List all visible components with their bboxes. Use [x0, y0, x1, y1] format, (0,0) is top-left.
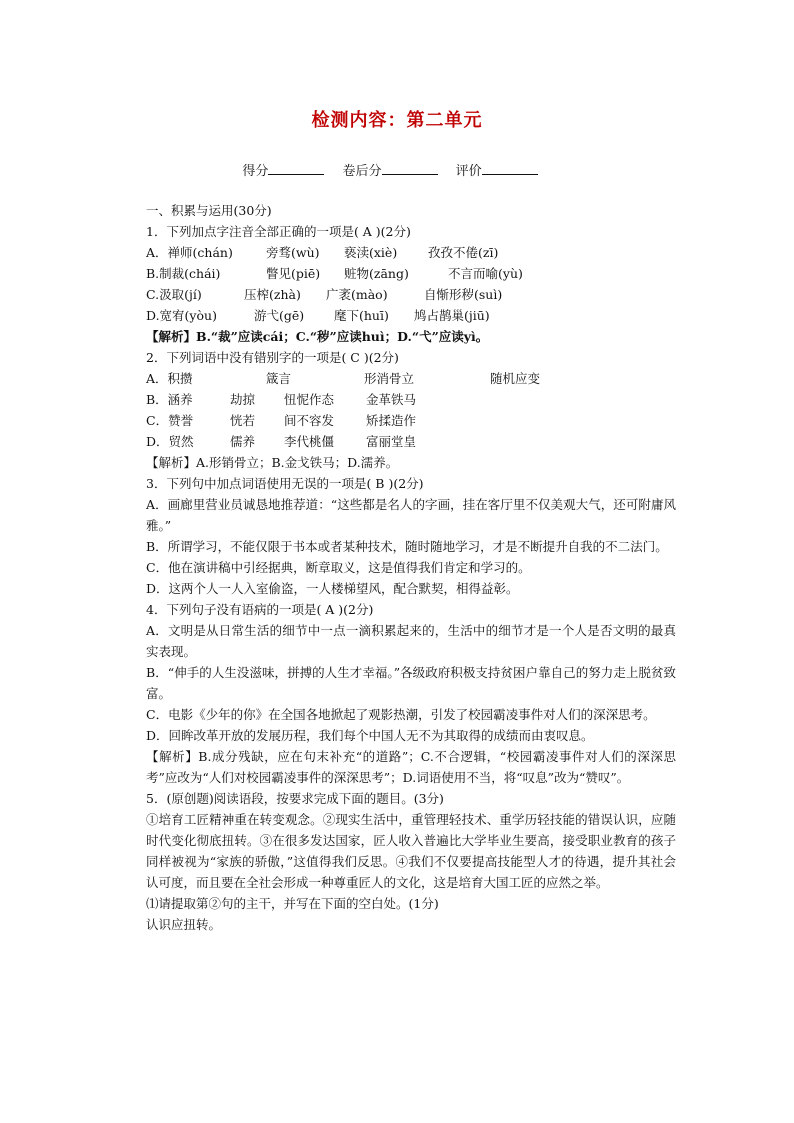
q3-option-c: C．他在演讲稿中引经据典，断章取义，这是值得我们肯定和学习的。	[146, 560, 531, 575]
score-blank[interactable]	[268, 162, 324, 175]
q2-b-4: 金革铁马	[366, 392, 417, 407]
q1-b-4: 不言而喻(yù)	[448, 266, 523, 281]
q4-option-a: A．文明是从日常生活的细节中一点一滴积累起来的，生活中的细节才是一个人是否文明的最真实表现。	[146, 623, 676, 659]
q1-d-4: 鸠占鹊巢(jiū)	[414, 308, 490, 323]
q1-c-3: 广袤(mào)	[326, 287, 388, 302]
q2-d-2: 儒养	[230, 434, 256, 449]
q1-option-a	[146, 242, 676, 263]
q1-b-2: 瞥见(piē)	[266, 266, 321, 281]
score-label: 得分	[242, 164, 269, 179]
q5-sub1: ⑴请提取第②句的主干，并写在下面的空白处。(1分)	[146, 896, 439, 911]
final-score-label: 卷后分	[342, 164, 382, 179]
q2-c-2: 恍若	[230, 413, 256, 428]
q3-stem: 3．下列句中加点词语使用无误的一项是( B )(2分)	[146, 476, 424, 491]
page-title: 检测内容：第二单元	[311, 110, 483, 131]
q2-option-a	[146, 368, 676, 389]
q2-c-4: 矫揉造作	[366, 413, 417, 428]
q1-c-1: C.汲取(jí)	[146, 287, 202, 302]
q2-d-3: 李代桃僵	[284, 434, 335, 449]
section-heading: 一、积累与运用(30分)	[146, 203, 272, 218]
q2-a-3: 形消骨立	[364, 371, 415, 386]
q2-c-1: C．赞誉	[146, 413, 194, 428]
final-score-blank[interactable]	[382, 162, 438, 175]
q3-option-a: A．画廊里营业员诚恳地推荐道：“这些都是名人的字画，挂在客厅里不仅美观大气，还可附庸风雅。”	[146, 497, 676, 533]
q4-option-d: D．回眸改革开放的发展历程，我们每个中国人无不为其取得的成绩而由衷叹息。	[146, 728, 594, 743]
q4-option-b: B．“伸手的人生没滋味，拼搏的人生才幸福。”各级政府积极支持贫困户靠自己的努力走上脱贫致富。	[146, 665, 676, 701]
q1-d-1: D.宽宥(yòu)	[146, 308, 217, 323]
q4-option-c: C．电影《少年的你》在全国各地掀起了观影热潮，引发了校园霸凌事件对人们的深深思考。	[146, 707, 656, 722]
q1-b-3: 赃物(zāng)	[344, 266, 409, 281]
q3-option-d: D．这两个人一人入室偷盗，一人楼梯望风，配合默契，相得益彰。	[146, 581, 519, 596]
q1-c-4: 自惭形秽(suì)	[424, 287, 503, 302]
q2-b-1: B．涵养	[146, 392, 193, 407]
q2-option-d	[146, 431, 676, 452]
q2-stem: 2．下列词语中没有错别字的一项是( C )(2分)	[146, 350, 399, 365]
q5-stem: 5．(原创题)阅读语段，按要求完成下面的题目。(3分)	[146, 791, 444, 806]
q1-b-1: B.制裁(chái)	[146, 266, 221, 281]
q1-stem: 1．下列加点字注音全部正确的一项是( A )(2分)	[146, 224, 411, 239]
q1-c-2: 压榨(zhà)	[244, 287, 301, 302]
q1-option-c	[146, 284, 676, 305]
q2-b-3: 忸怩作态	[284, 392, 335, 407]
score-line	[0, 160, 794, 179]
q5-answer1: 认识应扭转。	[146, 917, 222, 932]
q1-a-4: 孜孜不倦(zī)	[428, 245, 499, 260]
q4-analysis: 【解析】B.成分残缺，应在句末补充“的道路”；C.不合逻辑，“校园霸凌事件对人们的深深思考”应改为“人们对校园霸凌事件的深深思考”；D.词语使用不当，将“叹息”改为“赞叹”。	[146, 749, 676, 785]
q2-d-4: 富丽堂皇	[366, 434, 417, 449]
q1-a-3: 亵渎(xiè)	[344, 245, 398, 260]
q1-d-3: 麾下(huī)	[334, 308, 389, 323]
q4-stem: 4．下列句子没有语病的一项是( A )(2分)	[146, 602, 374, 617]
evaluation-label: 评价	[455, 164, 482, 179]
q2-a-4: 随机应变	[490, 371, 541, 386]
q2-b-2: 劫掠	[230, 392, 256, 407]
q1-analysis: 【解析】B.“裁”应读cái；C.“秽”应读huì；D.“弋”应读yì。	[146, 329, 489, 344]
exam-content	[146, 200, 676, 935]
q1-a-2: 旁骛(wù)	[266, 245, 320, 260]
q2-c-3: 间不容发	[284, 413, 335, 428]
q2-analysis: 【解析】A.形销骨立；B.金戈铁马；D.濡养。	[146, 455, 399, 470]
q1-d-2: 游弋(gē)	[254, 308, 305, 323]
q5-passage: ①培育工匠精神重在转变观念。②现实生活中，重管理轻技术、重学历轻技能的错误认识，应随时代变化彻底扭转。③在很多发达国家，匠人收入普遍比大学毕业生要高，接受职业教育的孩子同样被视为“家族的骄傲，”这值得我们反思。④我们不仅要提高技能型人才的待遇，提升其社会认可度，而且要在全社会形成一种尊重匠人的文化，这是培育大国工匠的应然之举。	[146, 812, 676, 890]
q1-option-d	[146, 305, 676, 326]
q1-a-1: A．禅师(chán)	[146, 245, 233, 260]
q3-option-b: B．所谓学习，不能仅限于书本或者某种技术，随时随地学习，才是不断提升自我的不二法门。	[146, 539, 668, 554]
q1-option-b	[146, 263, 676, 284]
q2-d-1: D．贸然	[146, 434, 194, 449]
evaluation-blank[interactable]	[482, 162, 538, 175]
q2-a-2: 箴言	[266, 371, 292, 386]
q2-option-c	[146, 410, 676, 431]
q2-a-1: A．积攒	[146, 371, 193, 386]
q2-option-b	[146, 389, 676, 410]
